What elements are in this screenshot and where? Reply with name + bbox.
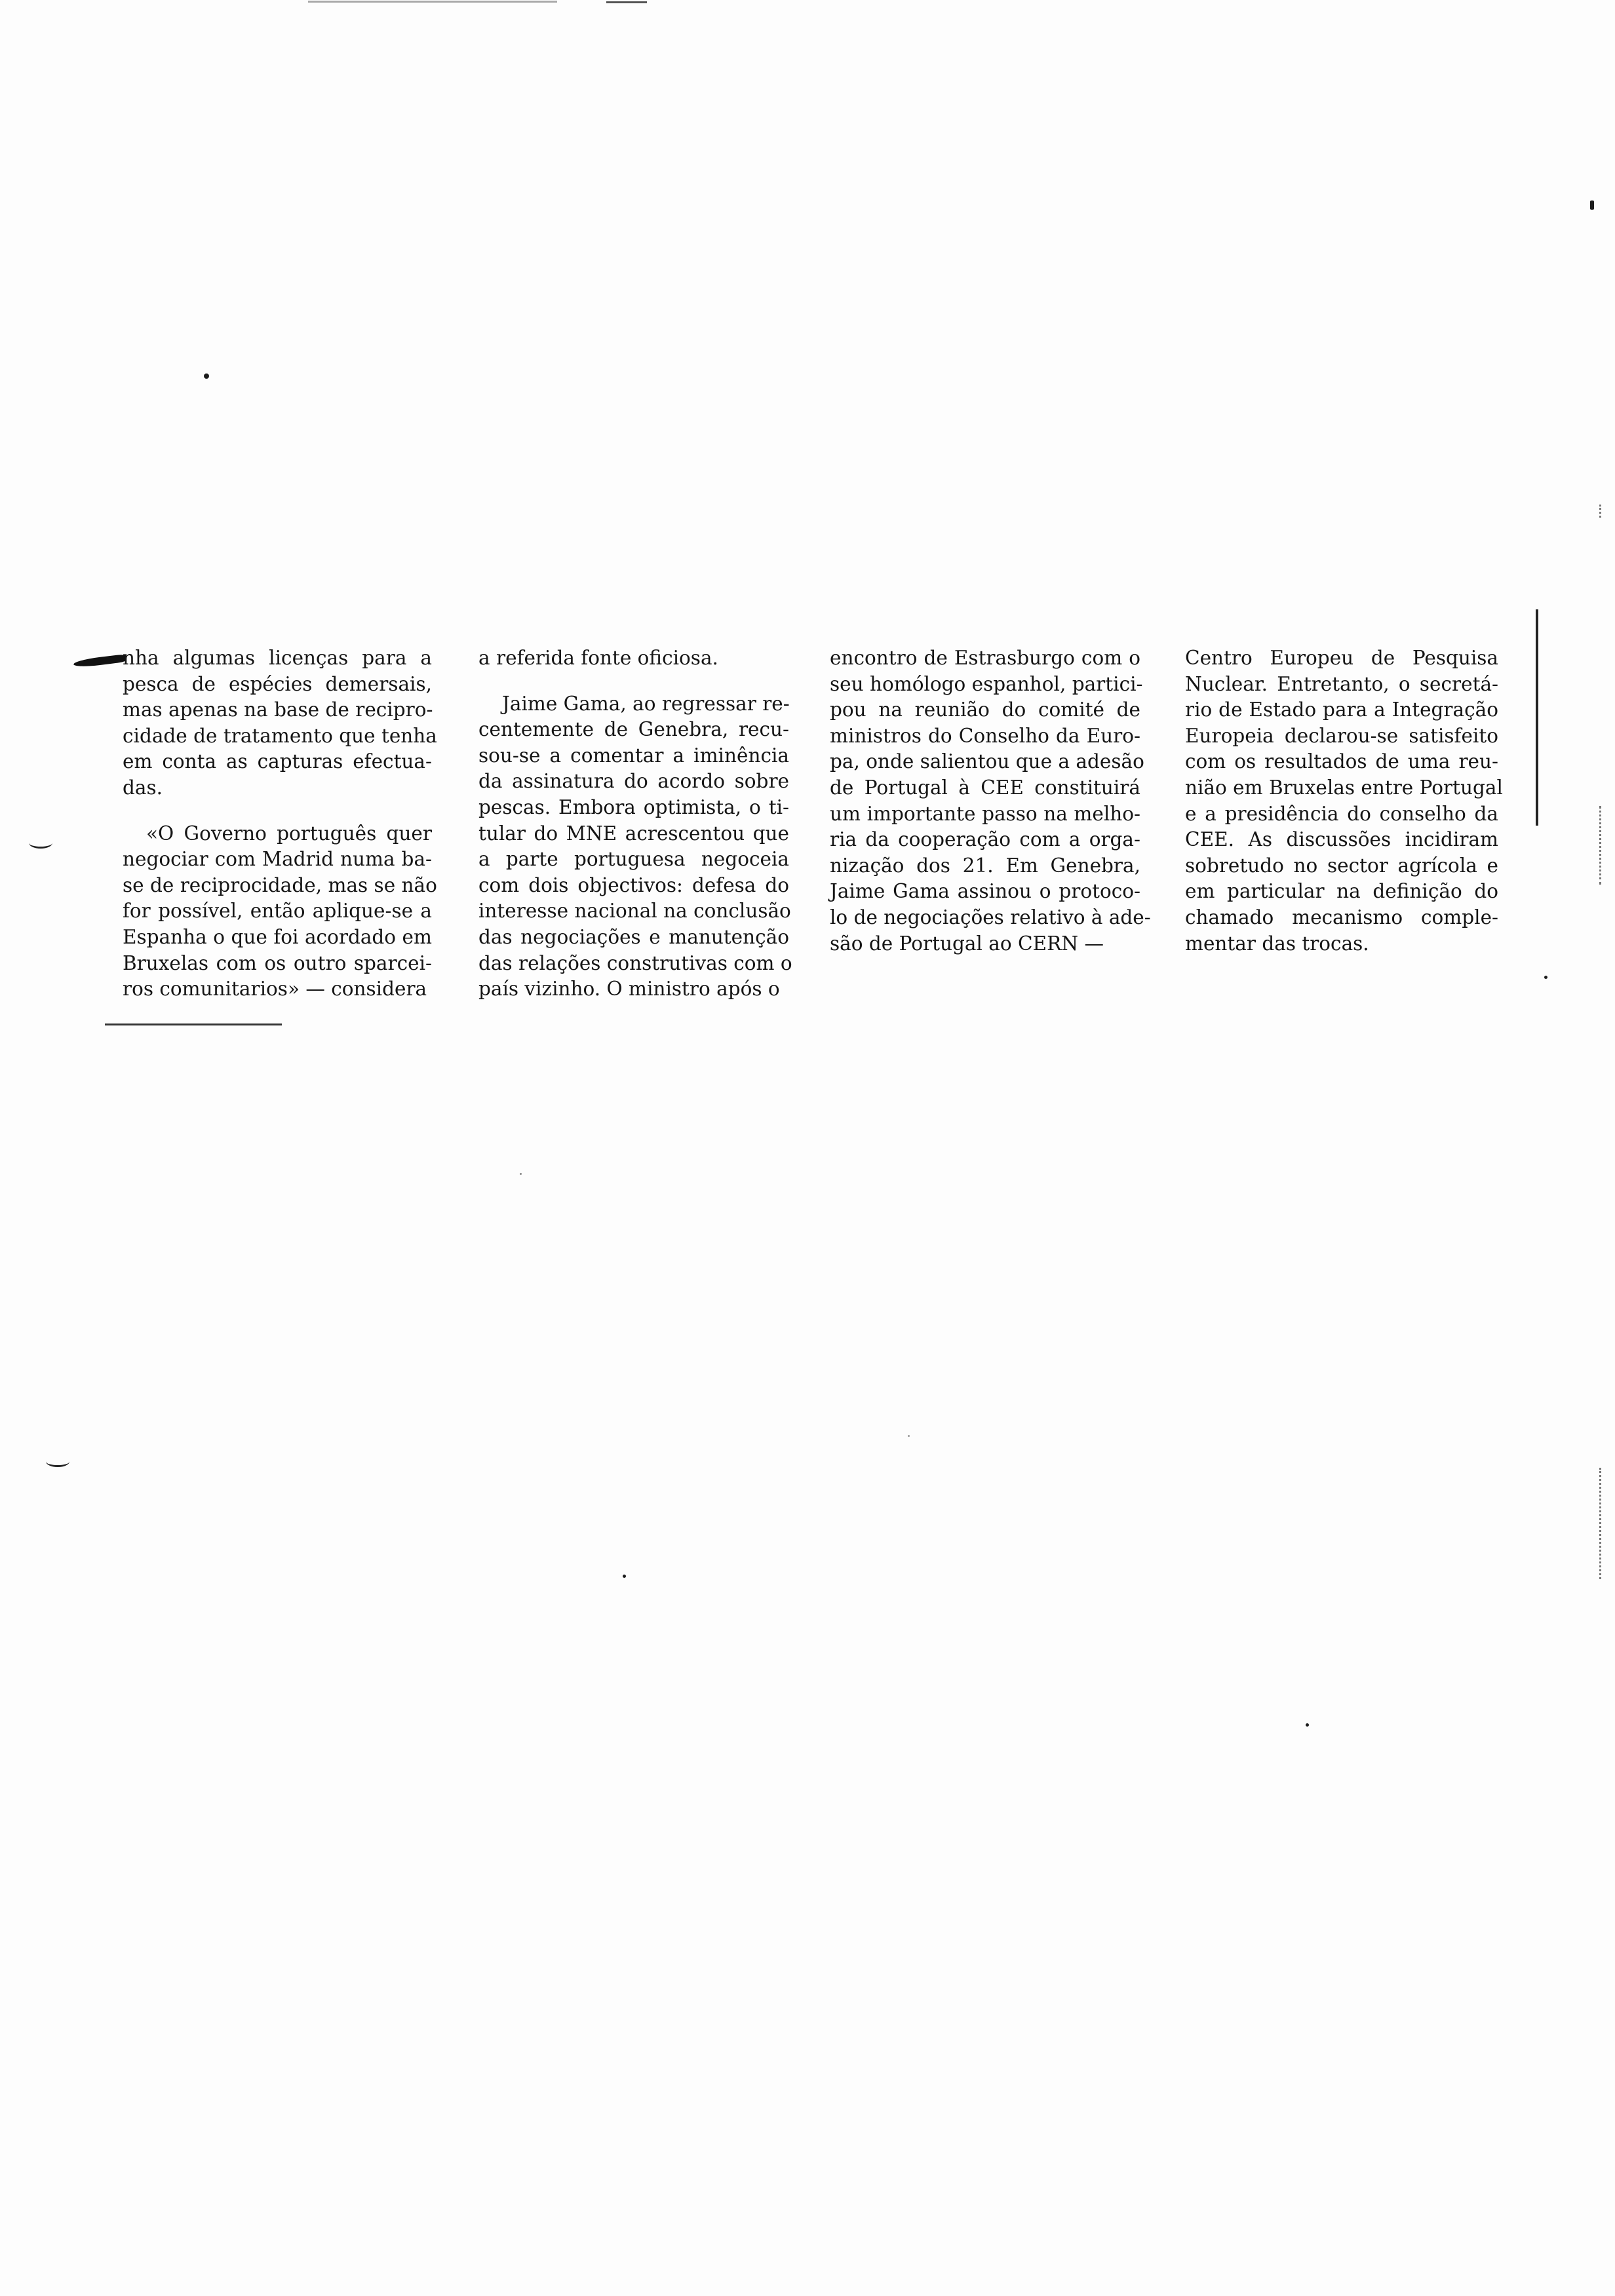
article-column-4 — [1185, 645, 1503, 957]
article-text-line: encontro de Estrasburgo com o — [830, 647, 1140, 669]
article-text-line: pa, onde salientou que a adesão — [830, 750, 1144, 773]
right-edge-dots — [1599, 806, 1603, 885]
article-text-line: pesca de espécies demersais, — [123, 672, 432, 695]
scan-speck — [623, 1575, 626, 1578]
article-text-line: se de reciprocidade, mas se não — [123, 873, 437, 896]
article-text-line: das negociações e manutenção — [478, 925, 789, 948]
article-text-line: mas apenas na base de recipro- — [123, 698, 433, 721]
right-margin-bar — [1536, 609, 1538, 826]
scan-speck — [204, 373, 209, 379]
right-edge-dots — [1599, 1468, 1603, 1579]
article-text-line: são de Portugal ao CERN — — [830, 932, 1104, 955]
article-text-line: tular do MNE acrescentou que — [478, 822, 789, 845]
article-text-line: mentar das trocas. — [1185, 932, 1369, 955]
article-text-line: Nuclear. Entretanto, o secretá- — [1185, 672, 1498, 695]
article-text-line: Europeia declarou-se satisfeito — [1185, 724, 1498, 747]
right-edge-dots — [1599, 505, 1603, 518]
article-text-line: cidade de tratamento que tenha — [123, 724, 437, 747]
ink-stroke-mark — [73, 654, 126, 668]
article-text-line: sou-se a comentar a iminência — [478, 744, 789, 767]
article-text-line: CEE. As discussões incidiram — [1185, 828, 1498, 851]
article-text-line: de Portugal à CEE constituirá — [830, 776, 1140, 799]
article-text-line: nização dos 21. Em Genebra, — [830, 854, 1140, 877]
article-text-line: Jaime Gama, ao regressar re- — [502, 692, 790, 715]
article-text-line: da assinatura do acordo sobre — [478, 770, 789, 793]
article-text-line: Jaime Gama assinou o protoco- — [830, 880, 1140, 903]
article-column-2 — [478, 645, 792, 1003]
top-scan-rule-short — [606, 1, 647, 3]
article-text-line: centemente de Genebra, recu- — [478, 718, 789, 741]
article-text-line: seu homólogo espanhol, partici- — [830, 672, 1143, 695]
article-text-line: Espanha o que foi acordado em — [123, 925, 432, 948]
article-text-line: pescas. Embora optimista, o ti- — [478, 795, 789, 818]
article-text-line: for possível, então aplique-se a — [123, 900, 432, 923]
article-text-line: ros comunitarios» — considera — [123, 978, 427, 1001]
article-text-line: chamado mecanismo comple- — [1185, 906, 1498, 928]
article-text-line: com os resultados de uma reu- — [1185, 750, 1498, 773]
article-text-line: negociar com Madrid numa ba- — [123, 848, 432, 871]
article-text-line: a referida fonte oficiosa. — [478, 647, 718, 669]
scan-speck — [1306, 1723, 1309, 1727]
article-column-1 — [123, 645, 437, 1003]
article-text-line: um importante passo na melho- — [830, 802, 1140, 825]
article-text-line: interesse nacional na conclusão — [478, 900, 791, 923]
article-text-line: rio de Estado para a Integração — [1185, 698, 1498, 721]
article-text-line: «O Governo português quer — [146, 822, 432, 845]
article-text-line: país vizinho. O ministro após o — [478, 978, 780, 1001]
scan-speck — [520, 1173, 522, 1175]
article-text-line: em particular na definição do — [1185, 880, 1498, 903]
scan-speck — [1544, 976, 1547, 979]
article-text-line: ria da cooperação com a orga- — [830, 828, 1140, 851]
paragraph-gap — [123, 801, 432, 821]
top-scan-rule — [308, 1, 557, 3]
article-text-line: com dois objectivos: defesa do — [478, 873, 789, 896]
article-text-line: nha algumas licenças para a — [123, 647, 432, 669]
article-text-line: a parte portuguesa negoceia — [478, 848, 789, 871]
article-text-line: e a presidência do conselho da — [1185, 802, 1498, 825]
article-text-line: ministros do Conselho da Euro- — [830, 724, 1140, 747]
article-text-line: sobretudo no sector agrícola e — [1185, 854, 1498, 877]
article-text-line: das relações construtivas com o — [478, 951, 792, 974]
left-margin-tick — [29, 837, 52, 849]
scan-speck — [1590, 201, 1594, 210]
article-text-line: pou na reunião do comité de — [830, 698, 1140, 721]
scan-speck — [908, 1435, 910, 1437]
article-text-line: nião em Bruxelas entre Portugal — [1185, 776, 1503, 799]
article-text-line: Centro Europeu de Pesquisa — [1185, 647, 1498, 669]
article-text-line: lo de negociações relativo à ade- — [830, 906, 1151, 928]
paragraph-gap — [478, 672, 789, 691]
article-text-line: das. — [123, 776, 163, 799]
article-text-line: em conta as capturas efectua- — [123, 750, 432, 773]
left-margin-tick — [46, 1456, 69, 1467]
column-end-rule — [105, 1024, 282, 1025]
article-column-3 — [830, 645, 1151, 957]
article-text-line: Bruxelas com os outro sparcei- — [123, 951, 432, 974]
